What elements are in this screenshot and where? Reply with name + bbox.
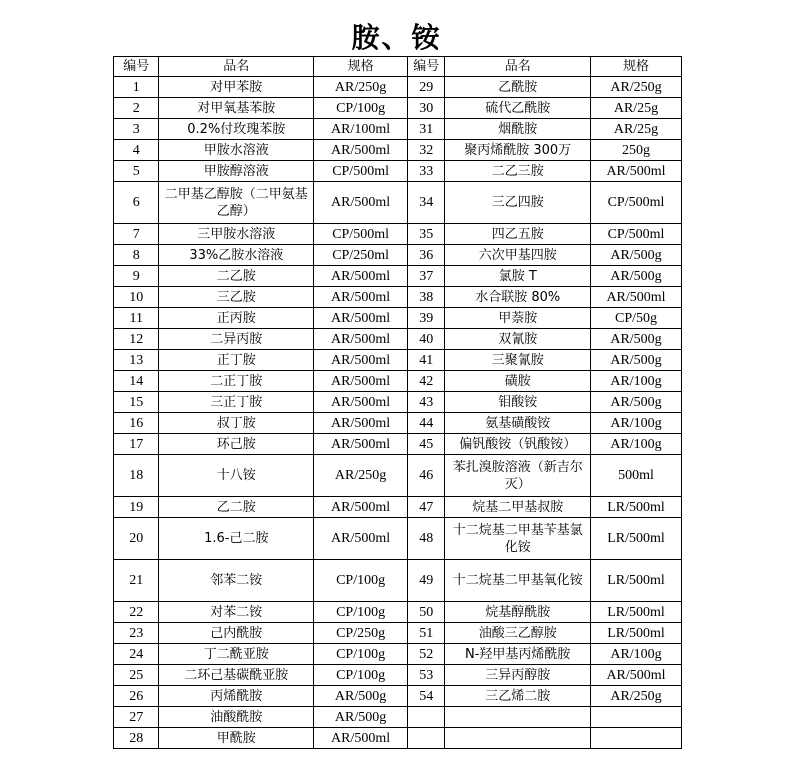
table-row [114, 602, 682, 623]
header-num: 编号 [408, 57, 445, 77]
left-cell-spec: AR/500ml [314, 308, 408, 329]
table-row [114, 119, 682, 140]
table-row [114, 497, 682, 518]
right-cell-spec: AR/500g [591, 245, 682, 266]
left-cell-num: 1 [114, 77, 159, 98]
right-cell-num: 40 [408, 329, 445, 350]
left-cell-name: 对苯二铵 [159, 602, 314, 623]
left-cell-num: 23 [114, 623, 159, 644]
left-cell-num: 15 [114, 392, 159, 413]
right-cell-spec: AR/500ml [591, 287, 682, 308]
left-cell-spec: AR/250g [314, 77, 408, 98]
left-cell-name: 邻苯二铵 [159, 560, 314, 602]
right-cell-spec: AR/100g [591, 434, 682, 455]
right-cell-num: 45 [408, 434, 445, 455]
right-cell-spec: AR/500g [591, 266, 682, 287]
right-cell-num: 32 [408, 140, 445, 161]
left-cell-name: 十八铵 [159, 455, 314, 497]
left-cell-spec: AR/500ml [314, 329, 408, 350]
left-cell-spec: CP/100g [314, 644, 408, 665]
left-cell-name: 叔丁胺 [159, 413, 314, 434]
right-cell-num: 34 [408, 182, 445, 224]
left-cell-num: 25 [114, 665, 159, 686]
right-cell-name: 苯扎溴胺溶液（新吉尔灭） [445, 455, 591, 497]
right-cell-spec: AR/100g [591, 644, 682, 665]
left-cell-name: 丁二酰亚胺 [159, 644, 314, 665]
table-row [114, 728, 682, 749]
right-cell-name: 二乙三胺 [445, 161, 591, 182]
table-row [114, 560, 682, 602]
right-cell-spec: CP/500ml [591, 224, 682, 245]
right-cell-num: 52 [408, 644, 445, 665]
left-cell-num: 6 [114, 182, 159, 224]
right-cell-spec: LR/500ml [591, 560, 682, 602]
right-cell-num: 53 [408, 665, 445, 686]
left-cell-spec: AR/500ml [314, 434, 408, 455]
right-cell-name: 三聚氰胺 [445, 350, 591, 371]
left-cell-spec: CP/250ml [314, 245, 408, 266]
left-cell-spec: AR/500g [314, 686, 408, 707]
right-cell-spec: AR/25g [591, 119, 682, 140]
left-cell-num: 10 [114, 287, 159, 308]
right-cell-num: 38 [408, 287, 445, 308]
left-cell-num: 5 [114, 161, 159, 182]
left-cell-name: 二正丁胺 [159, 371, 314, 392]
left-cell-spec: AR/500ml [314, 518, 408, 560]
table-row [114, 266, 682, 287]
left-cell-num: 13 [114, 350, 159, 371]
left-cell-num: 22 [114, 602, 159, 623]
table-row [114, 665, 682, 686]
right-cell-name: 氯胺 T [445, 266, 591, 287]
table-row [114, 308, 682, 329]
header-num: 编号 [114, 57, 159, 77]
left-cell-num: 14 [114, 371, 159, 392]
left-cell-num: 21 [114, 560, 159, 602]
table-row [114, 623, 682, 644]
right-cell-name: 三异丙醇胺 [445, 665, 591, 686]
left-cell-name: 环己胺 [159, 434, 314, 455]
right-cell-num: 49 [408, 560, 445, 602]
right-cell-num: 44 [408, 413, 445, 434]
right-cell-spec: AR/250g [591, 77, 682, 98]
left-cell-spec: AR/500ml [314, 413, 408, 434]
right-cell-num: 31 [408, 119, 445, 140]
left-cell-name: 0.2%付玫瑰苯胺 [159, 119, 314, 140]
right-cell-num: 35 [408, 224, 445, 245]
header-name: 品名 [445, 57, 591, 77]
header-spec: 规格 [314, 57, 408, 77]
left-cell-name: 甲酰胺 [159, 728, 314, 749]
left-cell-num: 17 [114, 434, 159, 455]
left-cell-name: 三乙胺 [159, 287, 314, 308]
right-cell-name: 十二烷基二甲基氧化铵 [445, 560, 591, 602]
right-cell-num: 36 [408, 245, 445, 266]
right-cell-num: 37 [408, 266, 445, 287]
left-cell-spec: CP/100g [314, 602, 408, 623]
right-cell-spec: AR/500ml [591, 665, 682, 686]
table-body [114, 77, 682, 749]
table-row [114, 224, 682, 245]
table-row [114, 98, 682, 119]
left-cell-spec: AR/500ml [314, 182, 408, 224]
right-cell-name: 油酸三乙醇胺 [445, 623, 591, 644]
right-cell-name: 十二烷基二甲基苄基氯化铵 [445, 518, 591, 560]
right-cell-name: 三乙四胺 [445, 182, 591, 224]
header-name: 品名 [159, 57, 314, 77]
right-cell-spec: CP/500ml [591, 182, 682, 224]
left-cell-name: 二异丙胺 [159, 329, 314, 350]
right-cell-spec [591, 728, 682, 749]
left-cell-name: 正丁胺 [159, 350, 314, 371]
left-cell-spec: AR/500ml [314, 266, 408, 287]
left-cell-spec: AR/500ml [314, 287, 408, 308]
left-cell-num: 20 [114, 518, 159, 560]
left-cell-num: 9 [114, 266, 159, 287]
right-cell-spec: AR/100g [591, 413, 682, 434]
right-cell-spec: 500ml [591, 455, 682, 497]
left-cell-spec: CP/250g [314, 623, 408, 644]
left-cell-num: 24 [114, 644, 159, 665]
right-cell-name: 乙酰胺 [445, 77, 591, 98]
right-cell-name: 偏钒酸铵（钒酸铵） [445, 434, 591, 455]
right-cell-spec: 250g [591, 140, 682, 161]
left-cell-num: 19 [114, 497, 159, 518]
left-cell-name: 对甲苯胺 [159, 77, 314, 98]
left-cell-num: 7 [114, 224, 159, 245]
right-cell-num: 48 [408, 518, 445, 560]
table-row [114, 287, 682, 308]
right-cell-name: 四乙五胺 [445, 224, 591, 245]
left-cell-num: 27 [114, 707, 159, 728]
right-cell-num: 43 [408, 392, 445, 413]
left-cell-num: 8 [114, 245, 159, 266]
right-cell-num: 51 [408, 623, 445, 644]
left-cell-spec: AR/500g [314, 707, 408, 728]
right-cell-name: 甲萘胺 [445, 308, 591, 329]
left-cell-name: 乙二胺 [159, 497, 314, 518]
right-cell-spec: LR/500ml [591, 518, 682, 560]
right-cell-spec [591, 707, 682, 728]
right-cell-num: 54 [408, 686, 445, 707]
right-cell-spec: AR/25g [591, 98, 682, 119]
right-cell-num: 47 [408, 497, 445, 518]
table-row [114, 455, 682, 497]
table-row [114, 392, 682, 413]
left-cell-num: 4 [114, 140, 159, 161]
table-row [114, 434, 682, 455]
right-cell-name: 六次甲基四胺 [445, 245, 591, 266]
left-cell-name: 油酸酰胺 [159, 707, 314, 728]
left-cell-name: 1.6-己二胺 [159, 518, 314, 560]
left-cell-name: 二环己基碳酰亚胺 [159, 665, 314, 686]
right-cell-spec: LR/500ml [591, 497, 682, 518]
right-cell-name: N-羟甲基丙烯酰胺 [445, 644, 591, 665]
left-cell-num: 26 [114, 686, 159, 707]
right-cell-spec: AR/500ml [591, 161, 682, 182]
table-row [114, 77, 682, 98]
chemical-table [113, 56, 682, 749]
right-cell-name: 磺胺 [445, 371, 591, 392]
left-cell-spec: AR/500ml [314, 140, 408, 161]
left-cell-name: 二甲基乙醇胺（二甲氨基乙醇） [159, 182, 314, 224]
table-row [114, 161, 682, 182]
left-cell-spec: CP/100g [314, 560, 408, 602]
table-row [114, 140, 682, 161]
left-cell-name: 甲胺醇溶液 [159, 161, 314, 182]
right-cell-name [445, 707, 591, 728]
right-cell-spec: LR/500ml [591, 623, 682, 644]
right-cell-num [408, 728, 445, 749]
right-cell-spec: CP/50g [591, 308, 682, 329]
left-cell-name: 甲胺水溶液 [159, 140, 314, 161]
left-cell-spec: AR/500ml [314, 392, 408, 413]
right-cell-spec: AR/500g [591, 329, 682, 350]
left-cell-name: 丙烯酰胺 [159, 686, 314, 707]
left-cell-num: 3 [114, 119, 159, 140]
right-cell-num: 33 [408, 161, 445, 182]
right-cell-num: 42 [408, 371, 445, 392]
right-cell-spec: AR/500g [591, 350, 682, 371]
right-cell-spec: AR/100g [591, 371, 682, 392]
right-cell-spec: AR/500g [591, 392, 682, 413]
right-cell-num: 29 [408, 77, 445, 98]
table-row [114, 350, 682, 371]
right-cell-name: 烷基二甲基叔胺 [445, 497, 591, 518]
right-cell-spec: LR/500ml [591, 602, 682, 623]
header-row [114, 57, 682, 77]
left-cell-name: 二乙胺 [159, 266, 314, 287]
right-cell-num: 41 [408, 350, 445, 371]
left-cell-num: 12 [114, 329, 159, 350]
table-row [114, 245, 682, 266]
left-cell-name: 对甲氧基苯胺 [159, 98, 314, 119]
left-cell-spec: CP/100g [314, 98, 408, 119]
table-row [114, 371, 682, 392]
table-row [114, 413, 682, 434]
header-spec: 规格 [591, 57, 682, 77]
left-cell-name: 33%乙胺水溶液 [159, 245, 314, 266]
left-cell-num: 28 [114, 728, 159, 749]
left-cell-spec: AR/500ml [314, 350, 408, 371]
right-cell-name [445, 728, 591, 749]
left-cell-num: 11 [114, 308, 159, 329]
table-row [114, 182, 682, 224]
table-row [114, 518, 682, 560]
right-cell-num: 46 [408, 455, 445, 497]
right-cell-num [408, 707, 445, 728]
table-row [114, 686, 682, 707]
right-cell-num: 30 [408, 98, 445, 119]
right-cell-name: 三乙烯二胺 [445, 686, 591, 707]
left-cell-spec: CP/500ml [314, 224, 408, 245]
right-cell-spec: AR/250g [591, 686, 682, 707]
left-cell-spec: AR/500ml [314, 371, 408, 392]
right-cell-name: 聚丙烯酰胺 300万 [445, 140, 591, 161]
left-cell-name: 正丙胺 [159, 308, 314, 329]
right-cell-num: 50 [408, 602, 445, 623]
left-cell-spec: CP/500ml [314, 161, 408, 182]
left-cell-name: 三甲胺水溶液 [159, 224, 314, 245]
page-title: 胺、铵 [351, 21, 442, 54]
left-cell-spec: CP/100g [314, 665, 408, 686]
right-cell-name: 烷基醇酰胺 [445, 602, 591, 623]
left-cell-spec: AR/250g [314, 455, 408, 497]
right-cell-name: 双氰胺 [445, 329, 591, 350]
right-cell-name: 硫代乙酰胺 [445, 98, 591, 119]
left-cell-num: 2 [114, 98, 159, 119]
table-row [114, 707, 682, 728]
right-cell-num: 39 [408, 308, 445, 329]
left-cell-num: 16 [114, 413, 159, 434]
right-cell-name: 氨基磺酸铵 [445, 413, 591, 434]
table-row [114, 329, 682, 350]
left-cell-name: 三正丁胺 [159, 392, 314, 413]
left-cell-num: 18 [114, 455, 159, 497]
right-cell-name: 水合联胺 80% [445, 287, 591, 308]
left-cell-spec: AR/100ml [314, 119, 408, 140]
left-cell-spec: AR/500ml [314, 728, 408, 749]
right-cell-name: 钼酸铵 [445, 392, 591, 413]
left-cell-name: 己内酰胺 [159, 623, 314, 644]
left-cell-spec: AR/500ml [314, 497, 408, 518]
table-row [114, 644, 682, 665]
right-cell-name: 烟酰胺 [445, 119, 591, 140]
